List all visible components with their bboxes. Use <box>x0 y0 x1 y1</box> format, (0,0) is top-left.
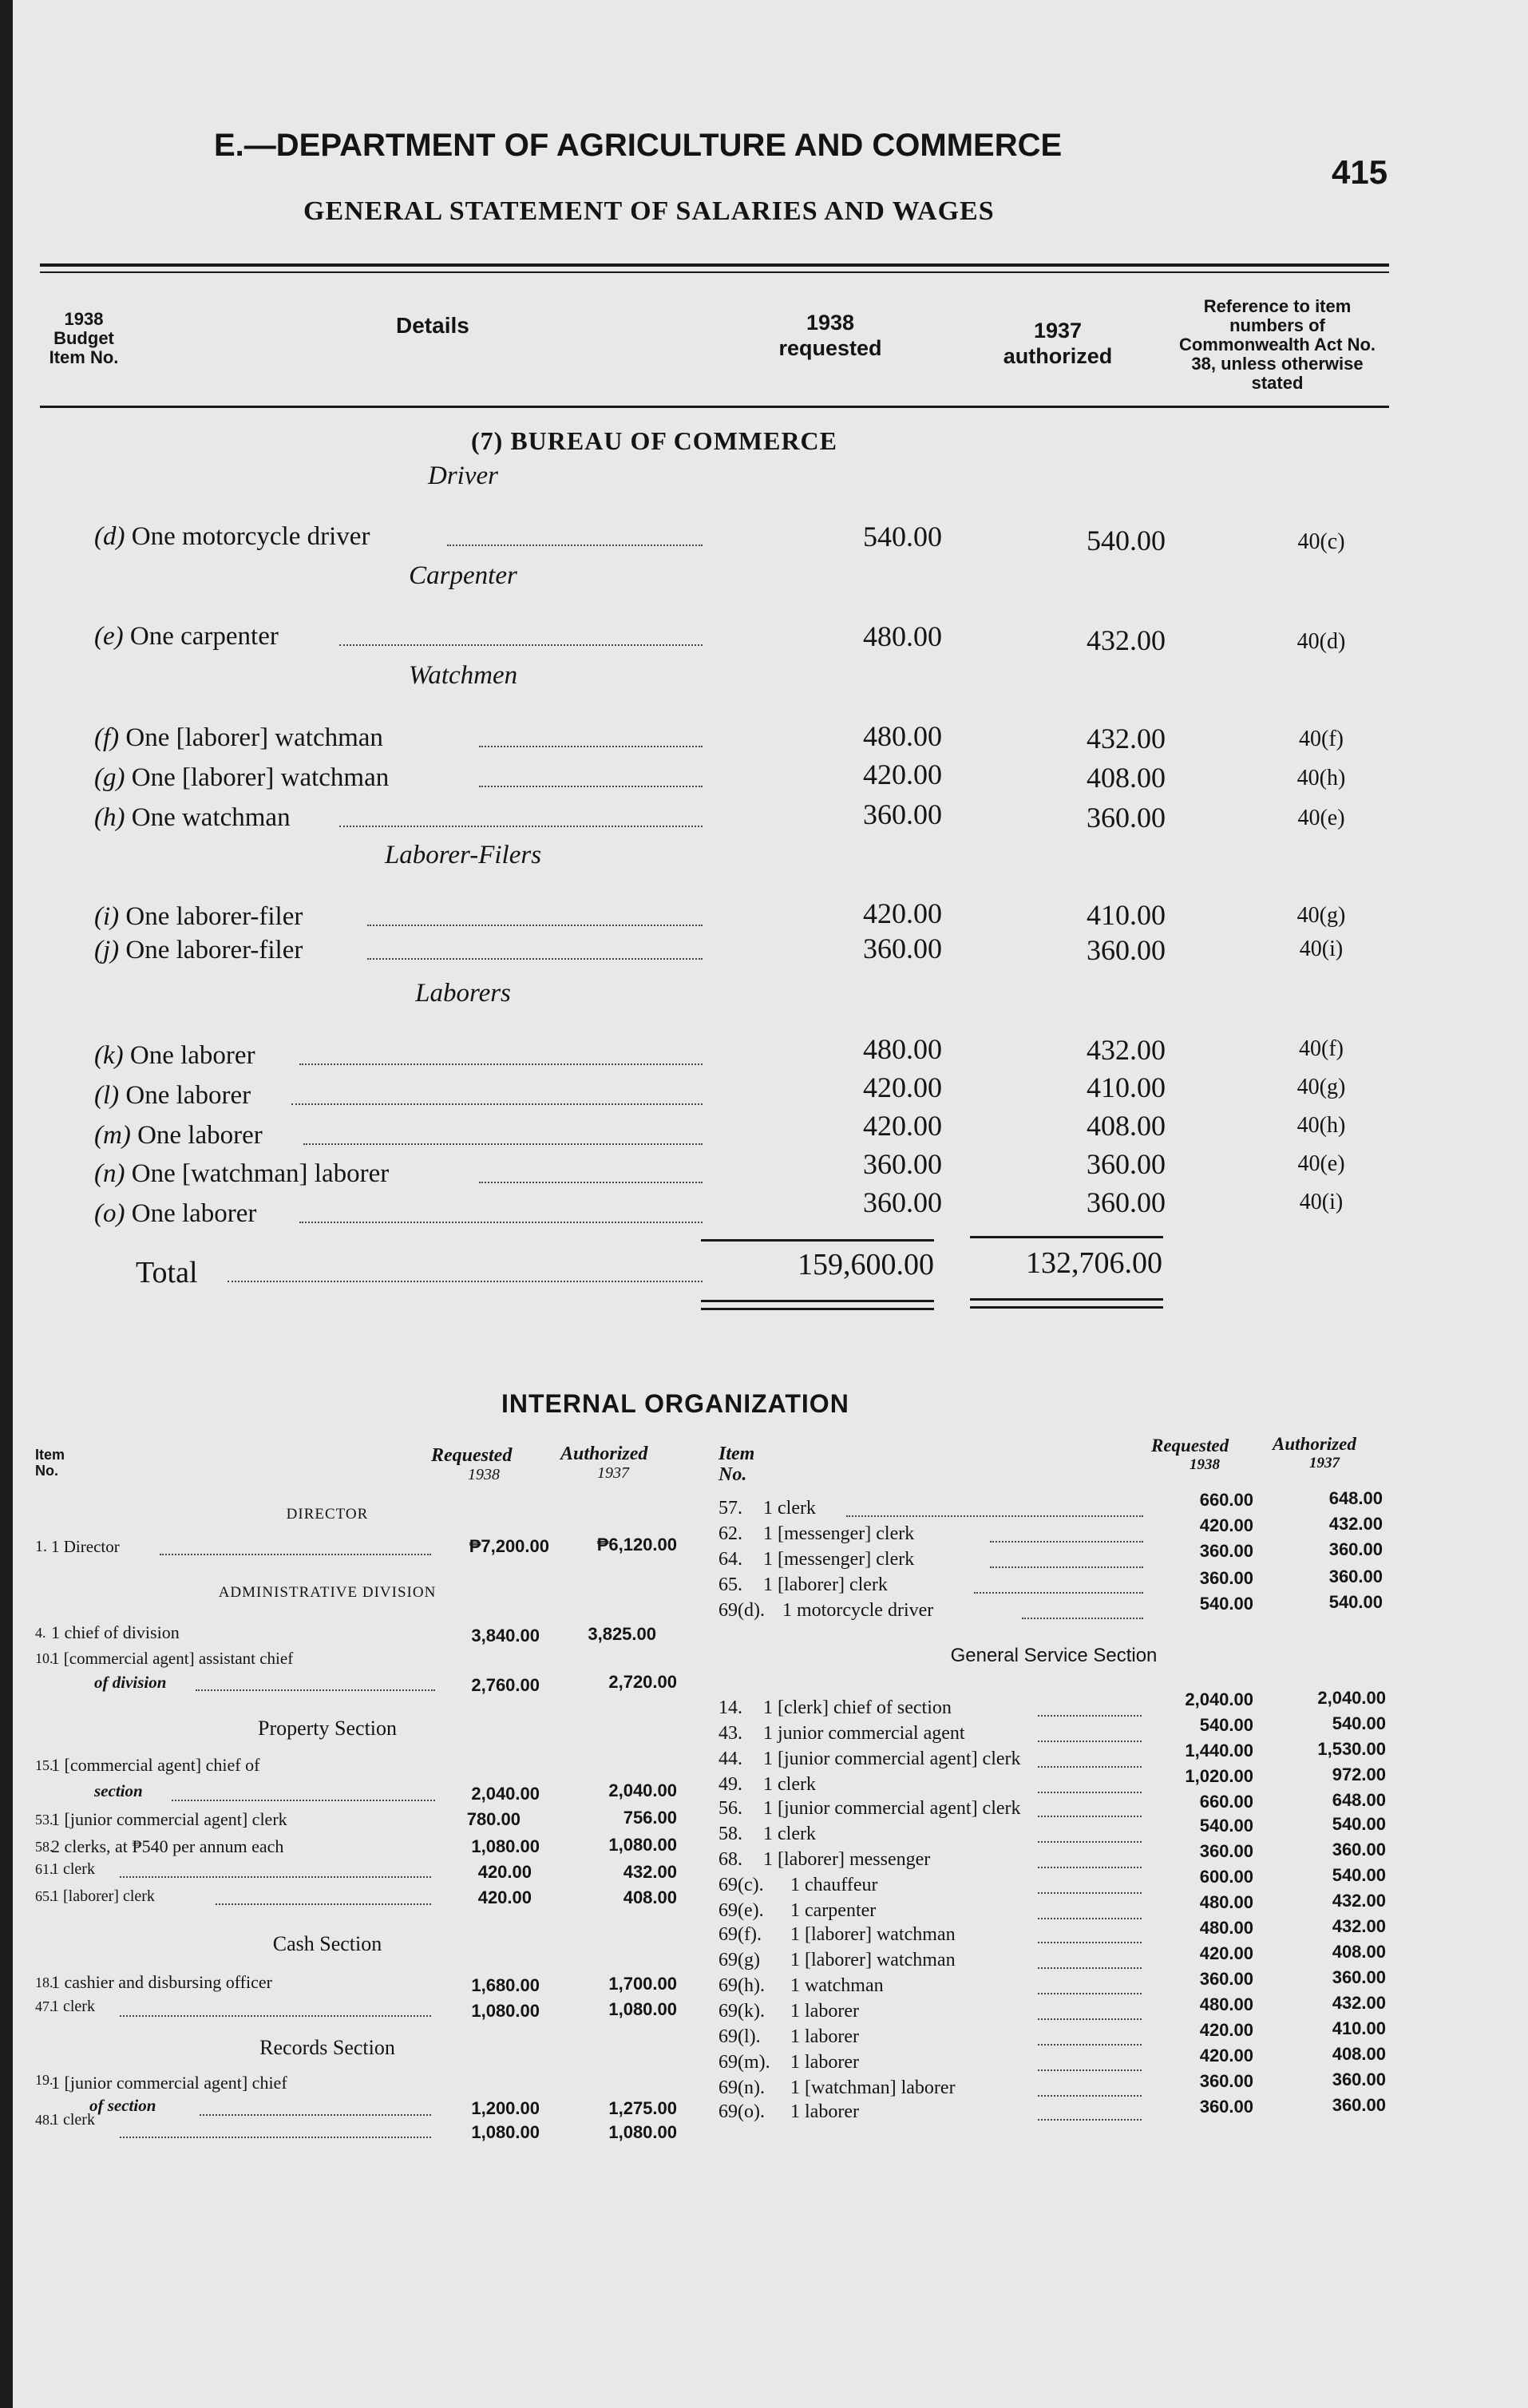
group-heading-laborer-filers: Laborer-Filers <box>384 841 542 869</box>
row-text: One laborer-filer <box>125 902 303 931</box>
item-text: 1 [junior commercial agent] clerk <box>763 1798 1021 1819</box>
item-text: 1 laborer <box>790 2026 859 2047</box>
row-text: One laborer <box>129 1041 255 1070</box>
total-double-rule <box>701 1308 934 1310</box>
leader-dots <box>160 1554 431 1555</box>
leader-dots <box>228 1281 703 1282</box>
item-text-cont: of section <box>89 2096 156 2115</box>
detail-row <box>94 800 291 835</box>
right-col-authorized-year: 1937 <box>1309 1455 1340 1471</box>
authorized-value: 432.00 <box>1332 1891 1386 1911</box>
requested-value: 420.00 <box>1199 1943 1253 1963</box>
requested-value: 420.00 <box>863 1110 942 1142</box>
leader-dots <box>367 958 703 960</box>
group-heading-driver: Driver <box>428 461 498 490</box>
item-text: 1 [laborer] clerk <box>51 1887 155 1905</box>
section-heading: Records Section <box>259 2036 395 2059</box>
item-text: 1 laborer <box>790 2052 859 2073</box>
header-rule-bottom <box>40 406 1389 408</box>
authorized-value: 408.00 <box>1332 2044 1386 2064</box>
book-binding-edge <box>0 0 13 2408</box>
requested-value: 1,680.00 <box>471 1975 540 1995</box>
requested-value: 420.00 <box>1199 1515 1253 1535</box>
item-number: 19. <box>35 2072 53 2088</box>
requested-value: 420.00 <box>1199 2020 1253 2040</box>
leader-dots <box>1038 2069 1142 2071</box>
requested-value: 420.00 <box>477 1887 532 1907</box>
authorized-value: 1,080.00 <box>608 2122 677 2142</box>
requested-value: 540.00 <box>863 521 942 552</box>
authorized-value: 2,040.00 <box>1317 1688 1386 1708</box>
detail-row <box>94 899 303 934</box>
leader-dots <box>339 644 703 646</box>
item-text: 1 watchman <box>790 1975 884 1996</box>
reference-value: 40(g) <box>1296 903 1346 928</box>
right-col-item: Item No. <box>718 1444 755 1485</box>
authorized-value: ₱6,120.00 <box>596 1535 677 1555</box>
authorized-value: 432.00 <box>623 1862 677 1882</box>
authorized-value: 360.00 <box>1087 934 1166 966</box>
requested-value: 420.00 <box>1199 2046 1253 2065</box>
reference-value: 40(i) <box>1299 1190 1344 1214</box>
requested-value: 360.00 <box>863 798 942 830</box>
row-letter: (e) <box>94 622 124 651</box>
total-requested: 159,600.00 <box>798 1248 934 1281</box>
leader-dots <box>196 1689 435 1691</box>
item-number: 1. <box>35 1538 47 1555</box>
item-number: 69(d). <box>718 1600 765 1621</box>
authorized-value: 410.00 <box>1087 1071 1166 1103</box>
authorized-value: 3,825.00 <box>588 1624 656 1644</box>
section-heading: ADMINISTRATIVE DIVISION <box>218 1584 437 1601</box>
item-number: 69(c). <box>718 1875 764 1895</box>
requested-value: 480.00 <box>1199 1994 1253 2014</box>
item-text: 1 [laborer] messenger <box>763 1849 931 1870</box>
row-letter: (g) <box>94 763 125 792</box>
authorized-value: 756.00 <box>623 1808 677 1828</box>
authorized-value: 648.00 <box>1332 1790 1386 1810</box>
reference-value: 40(e) <box>1297 1151 1345 1176</box>
left-col-requested-year: 1938 <box>468 1466 500 1483</box>
authorized-value: 360.00 <box>1332 2095 1386 2115</box>
leader-dots <box>291 1103 703 1105</box>
leader-dots <box>1038 1816 1142 1817</box>
item-number: 69(l). <box>718 2026 761 2047</box>
requested-value: 1,080.00 <box>471 1836 540 1856</box>
leader-dots <box>1038 2044 1142 2046</box>
requested-value: 360.00 <box>863 1148 942 1180</box>
authorized-value: 408.00 <box>1087 762 1166 794</box>
reference-value: 40(g) <box>1296 1075 1346 1099</box>
item-number: 18. <box>35 1974 53 1990</box>
authorized-value: 410.00 <box>1087 899 1166 931</box>
detail-row <box>94 1078 251 1113</box>
col-authorized: 1937 authorized <box>1003 319 1113 368</box>
authorized-value: 2,040.00 <box>608 1780 677 1800</box>
item-number: 69(m). <box>718 2052 770 2073</box>
authorized-value: 410.00 <box>1332 2018 1386 2038</box>
row-text: One [watchman] laborer <box>131 1159 390 1188</box>
leader-dots <box>1038 2119 1142 2121</box>
authorized-value: 1,530.00 <box>1317 1739 1386 1759</box>
row-text: One watchman <box>131 803 291 832</box>
header-rule-top <box>40 263 1389 267</box>
leader-dots <box>1038 1993 1142 1994</box>
reference-value: 40(h) <box>1296 766 1346 790</box>
item-text: 1 carpenter <box>790 1900 877 1921</box>
item-text: 1 [messenger] clerk <box>763 1549 915 1570</box>
item-text: 1 chauffeur <box>790 1875 878 1895</box>
requested-value: 360.00 <box>863 933 942 964</box>
item-number: 53. <box>35 1812 53 1828</box>
authorized-value: 2,720.00 <box>608 1672 677 1692</box>
bureau-heading: (7) BUREAU OF COMMERCE <box>471 426 837 455</box>
authorized-value: 360.00 <box>1332 2069 1386 2089</box>
row-letter: (h) <box>94 803 125 832</box>
item-number: 58. <box>35 1839 53 1855</box>
item-number: 65. <box>35 1888 53 1904</box>
col-requested: 1938 requested <box>778 311 882 360</box>
reference-value: 40(h) <box>1296 1113 1346 1138</box>
row-text: One laborer <box>131 1199 257 1228</box>
item-text: 1 clerk <box>51 2111 95 2129</box>
row-text: One laborer <box>125 1081 251 1110</box>
item-number: 47. <box>35 1998 53 2014</box>
authorized-value: 432.00 <box>1087 723 1166 754</box>
left-col-authorized-year: 1937 <box>597 1464 629 1482</box>
section-heading: Cash Section <box>272 1932 382 1955</box>
left-col-authorized: Authorized <box>560 1444 648 1464</box>
leader-dots <box>1022 1618 1143 1619</box>
item-text: 1 [clerk] chief of section <box>763 1697 952 1718</box>
authorized-value: 432.00 <box>1087 1034 1166 1066</box>
leader-dots <box>216 1903 431 1905</box>
authorized-value: 540.00 <box>1332 1814 1386 1834</box>
requested-value: 360.00 <box>1199 1969 1253 1989</box>
row-letter: (f) <box>94 723 120 752</box>
leader-dots <box>990 1566 1143 1568</box>
detail-row <box>94 720 383 755</box>
item-number: 14. <box>718 1697 742 1718</box>
item-number: 10. <box>35 1650 53 1666</box>
requested-value: 420.00 <box>863 897 942 929</box>
authorized-value: 432.00 <box>1332 1993 1386 2013</box>
item-number: 69(e). <box>718 1900 764 1921</box>
authorized-value: 1,275.00 <box>608 2098 677 2118</box>
item-text: 1 laborer <box>790 2101 859 2122</box>
detail-row <box>94 1118 263 1153</box>
leader-dots <box>1038 1715 1142 1717</box>
reference-value: 40(i) <box>1299 937 1344 961</box>
col-budget-item: 1938 Budget Item No. <box>49 309 119 367</box>
item-text: 1 chief of division <box>51 1622 180 1642</box>
authorized-value: 408.00 <box>1332 1942 1386 1962</box>
leader-dots <box>1038 2018 1142 2020</box>
leader-dots <box>1038 1792 1142 1793</box>
authorized-value: 360.00 <box>1087 1148 1166 1180</box>
detail-row <box>94 1156 389 1191</box>
leader-dots <box>974 1592 1143 1594</box>
item-number: 58. <box>718 1824 742 1844</box>
leader-dots <box>120 1876 431 1878</box>
reference-value: 40(c) <box>1297 529 1345 554</box>
item-text: 2 clerks, at ₱540 per annum each <box>51 1836 284 1856</box>
authorized-value: 540.00 <box>1328 1592 1383 1612</box>
item-text: 1 laborer <box>790 2001 859 2022</box>
requested-value: 1,080.00 <box>471 2122 540 2142</box>
internal-organization-title: INTERNAL ORGANIZATION <box>501 1389 849 1418</box>
item-text: 1 [junior commercial agent] clerk <box>763 1749 1021 1769</box>
authorized-value: 360.00 <box>1332 1840 1386 1859</box>
requested-value: 480.00 <box>863 720 942 752</box>
authorized-value: 360.00 <box>1332 1967 1386 1987</box>
item-text: 1 motorcycle driver <box>782 1600 934 1621</box>
item-number: 69(k). <box>718 2001 765 2022</box>
requested-value: ₱7,200.00 <box>469 1536 549 1556</box>
item-number: 57. <box>718 1498 742 1519</box>
requested-value: 1,200.00 <box>471 2098 540 2118</box>
right-col-requested-year: 1938 <box>1190 1456 1220 1473</box>
row-letter: (n) <box>94 1159 125 1188</box>
row-text: One carpenter <box>129 622 279 651</box>
item-number: 61. <box>35 1861 53 1877</box>
authorized-value: 432.00 <box>1332 1916 1386 1936</box>
right-col-requested: Requested <box>1151 1436 1229 1455</box>
item-number: 56. <box>718 1798 742 1819</box>
leader-dots <box>1038 1942 1142 1943</box>
total-rule-requested <box>701 1239 934 1242</box>
requested-value: 3,840.00 <box>471 1626 540 1646</box>
general-service-section-heading: General Service Section <box>950 1645 1158 1666</box>
requested-value: 480.00 <box>1199 1918 1253 1938</box>
total-authorized: 132,706.00 <box>1026 1246 1162 1280</box>
requested-value: 360.00 <box>1199 1568 1253 1588</box>
detail-row <box>94 519 370 554</box>
section-heading: DIRECTOR <box>286 1506 369 1523</box>
leader-dots <box>120 2015 431 2017</box>
reference-value: 40(e) <box>1297 806 1345 830</box>
item-text: 1 [laborer] watchman <box>790 1924 956 1945</box>
leader-dots <box>1038 1892 1142 1894</box>
item-number: 69(h). <box>718 1975 765 1996</box>
leader-dots <box>299 1063 703 1065</box>
requested-value: 1,440.00 <box>1185 1741 1253 1760</box>
authorized-value: 360.00 <box>1087 1186 1166 1218</box>
authorized-value: 360.00 <box>1328 1566 1383 1586</box>
item-text: 1 [commercial agent] chief of <box>51 1755 260 1775</box>
requested-value: 420.00 <box>863 758 942 790</box>
detail-row <box>94 1196 256 1231</box>
section-heading: Property Section <box>257 1717 398 1740</box>
authorized-value: 540.00 <box>1087 525 1166 556</box>
left-col-item: Item No. <box>35 1447 65 1479</box>
row-letter: (j) <box>94 936 120 964</box>
authorized-value: 360.00 <box>1087 802 1166 834</box>
authorized-value: 360.00 <box>1328 1539 1383 1559</box>
page-subtitle: GENERAL STATEMENT OF SALARIES AND WAGES <box>303 196 995 226</box>
total-label: Total <box>136 1256 198 1289</box>
item-text: 1 clerk <box>763 1774 816 1795</box>
item-text: 1 [junior commercial agent] clerk <box>51 1809 287 1829</box>
row-letter: (m) <box>94 1121 131 1150</box>
item-number: 69(g) <box>718 1950 760 1970</box>
item-number: 64. <box>718 1549 742 1570</box>
leader-dots <box>303 1143 703 1145</box>
requested-value: 360.00 <box>1199 1841 1253 1861</box>
requested-value: 360.00 <box>1199 1541 1253 1561</box>
item-number: 15. <box>35 1757 53 1773</box>
requested-value: 2,760.00 <box>471 1675 540 1695</box>
page-number: 415 <box>1332 153 1388 191</box>
row-text: One [laborer] watchman <box>131 763 390 792</box>
requested-value: 480.00 <box>1199 1892 1253 1912</box>
requested-value: 540.00 <box>1199 1594 1253 1614</box>
row-text: One motorcycle driver <box>131 522 370 551</box>
authorized-value: 972.00 <box>1332 1764 1386 1784</box>
item-text-cont: section <box>94 1781 143 1800</box>
total-double-rule <box>701 1300 934 1302</box>
leader-dots <box>1038 1918 1142 1919</box>
row-text: One laborer-filer <box>125 936 303 964</box>
item-number: 44. <box>718 1749 742 1769</box>
requested-value: 1,080.00 <box>471 2001 540 2021</box>
group-heading-carpenter: Carpenter <box>409 561 517 590</box>
col-details: Details <box>396 313 469 338</box>
item-number: 69(n). <box>718 2077 765 2098</box>
requested-value: 600.00 <box>1199 1867 1253 1887</box>
item-text: 1 [junior commercial agent] chief <box>51 2073 287 2093</box>
item-number: 65. <box>718 1574 742 1595</box>
item-text: 1 clerk <box>763 1498 816 1519</box>
requested-value: 480.00 <box>863 620 942 652</box>
detail-row <box>94 760 389 795</box>
item-number: 69(f). <box>718 1924 762 1945</box>
item-text: 1 clerk <box>763 1824 816 1844</box>
leader-dots <box>846 1515 1143 1517</box>
item-text: 1 junior commercial agent <box>763 1723 965 1744</box>
item-number: 68. <box>718 1849 742 1870</box>
leader-dots <box>479 746 703 747</box>
item-text: 1 clerk <box>51 1998 95 2015</box>
col-reference: Reference to item numbers of Commonwealth Act No. 38, unless otherwise stated <box>1178 296 1376 393</box>
authorized-value: 408.00 <box>623 1887 677 1907</box>
item-number: 62. <box>718 1523 742 1544</box>
leader-dots <box>1038 1967 1142 1969</box>
total-double-rule <box>970 1298 1163 1301</box>
requested-value: 360.00 <box>1199 2071 1253 2091</box>
leader-dots <box>172 1800 435 1801</box>
requested-value: 480.00 <box>863 1033 942 1065</box>
total-rule-authorized <box>970 1236 1163 1238</box>
authorized-value: 408.00 <box>1087 1110 1166 1142</box>
requested-value: 540.00 <box>1199 1715 1253 1735</box>
requested-value: 660.00 <box>1199 1490 1253 1510</box>
requested-value: 360.00 <box>863 1186 942 1218</box>
leader-dots <box>339 826 703 827</box>
authorized-value: 1,700.00 <box>608 1974 677 1994</box>
group-heading-laborers: Laborers <box>415 979 511 1008</box>
item-number: 48. <box>35 2112 53 2128</box>
item-text: 1 [commercial agent] assistant chief <box>51 1649 294 1668</box>
item-number: 69(o). <box>718 2101 765 2122</box>
leader-dots <box>1038 1841 1142 1843</box>
authorized-value: 648.00 <box>1328 1488 1383 1508</box>
right-col-authorized: Authorized <box>1273 1434 1356 1454</box>
leader-dots <box>1038 1766 1142 1768</box>
item-text: 1 [messenger] clerk <box>763 1523 915 1544</box>
requested-value: 2,040.00 <box>471 1784 540 1804</box>
reference-value: 40(f) <box>1299 727 1344 751</box>
item-text: 1 [watchman] laborer <box>790 2077 956 2098</box>
total-double-rule <box>970 1306 1163 1309</box>
requested-value: 360.00 <box>1199 2097 1253 2117</box>
requested-value: 660.00 <box>1199 1792 1253 1812</box>
left-col-requested: Requested <box>431 1445 513 1466</box>
detail-row <box>94 933 303 968</box>
leader-dots <box>1038 1741 1142 1742</box>
row-text: One laborer <box>137 1121 263 1150</box>
item-text-cont: of division <box>94 1673 167 1692</box>
leader-dots <box>479 786 703 787</box>
authorized-value: 432.00 <box>1087 624 1166 656</box>
row-letter: (l) <box>94 1081 120 1110</box>
leader-dots <box>367 925 703 926</box>
item-text: 1 [laborer] clerk <box>763 1574 888 1595</box>
requested-value: 420.00 <box>863 1071 942 1103</box>
requested-value: 1,020.00 <box>1185 1766 1253 1786</box>
requested-value: 540.00 <box>1199 1816 1253 1836</box>
leader-dots <box>1038 2095 1142 2097</box>
leader-dots <box>299 1222 703 1223</box>
detail-row <box>94 619 279 654</box>
header-rule-top-2 <box>40 271 1389 273</box>
requested-value: 2,040.00 <box>1185 1689 1253 1709</box>
item-number: 49. <box>718 1774 742 1795</box>
detail-row <box>94 1038 255 1073</box>
item-text: 1 clerk <box>51 1860 95 1878</box>
leader-dots <box>479 1182 703 1183</box>
leader-dots <box>990 1541 1143 1543</box>
leader-dots <box>120 2137 431 2138</box>
authorized-value: 540.00 <box>1332 1713 1386 1733</box>
reference-value: 40(d) <box>1296 629 1346 654</box>
row-text: One [laborer] watchman <box>125 723 383 752</box>
row-letter: (i) <box>94 902 120 931</box>
requested-value: 420.00 <box>477 1862 532 1882</box>
row-letter: (d) <box>94 522 125 551</box>
reference-value: 40(f) <box>1299 1036 1344 1061</box>
authorized-value: 540.00 <box>1332 1865 1386 1885</box>
department-title: E.—DEPARTMENT OF AGRICULTURE AND COMMERCE <box>214 128 1063 163</box>
item-number: 43. <box>718 1723 742 1744</box>
authorized-value: 432.00 <box>1328 1514 1383 1534</box>
row-letter: (k) <box>94 1041 124 1070</box>
leader-dots <box>447 545 703 546</box>
item-text: 1 [laborer] watchman <box>790 1950 956 1970</box>
item-text: 1 cashier and disbursing officer <box>51 1972 272 1992</box>
authorized-value: 1,080.00 <box>608 1835 677 1855</box>
requested-value: 780.00 <box>466 1809 521 1829</box>
item-text: 1 Director <box>51 1537 120 1556</box>
item-number: 4. <box>35 1625 46 1641</box>
row-letter: (o) <box>94 1199 125 1228</box>
group-heading-watchmen: Watchmen <box>408 661 518 690</box>
authorized-value: 1,080.00 <box>608 1999 677 2019</box>
leader-dots <box>1038 1867 1142 1868</box>
leader-dots <box>200 2114 431 2116</box>
